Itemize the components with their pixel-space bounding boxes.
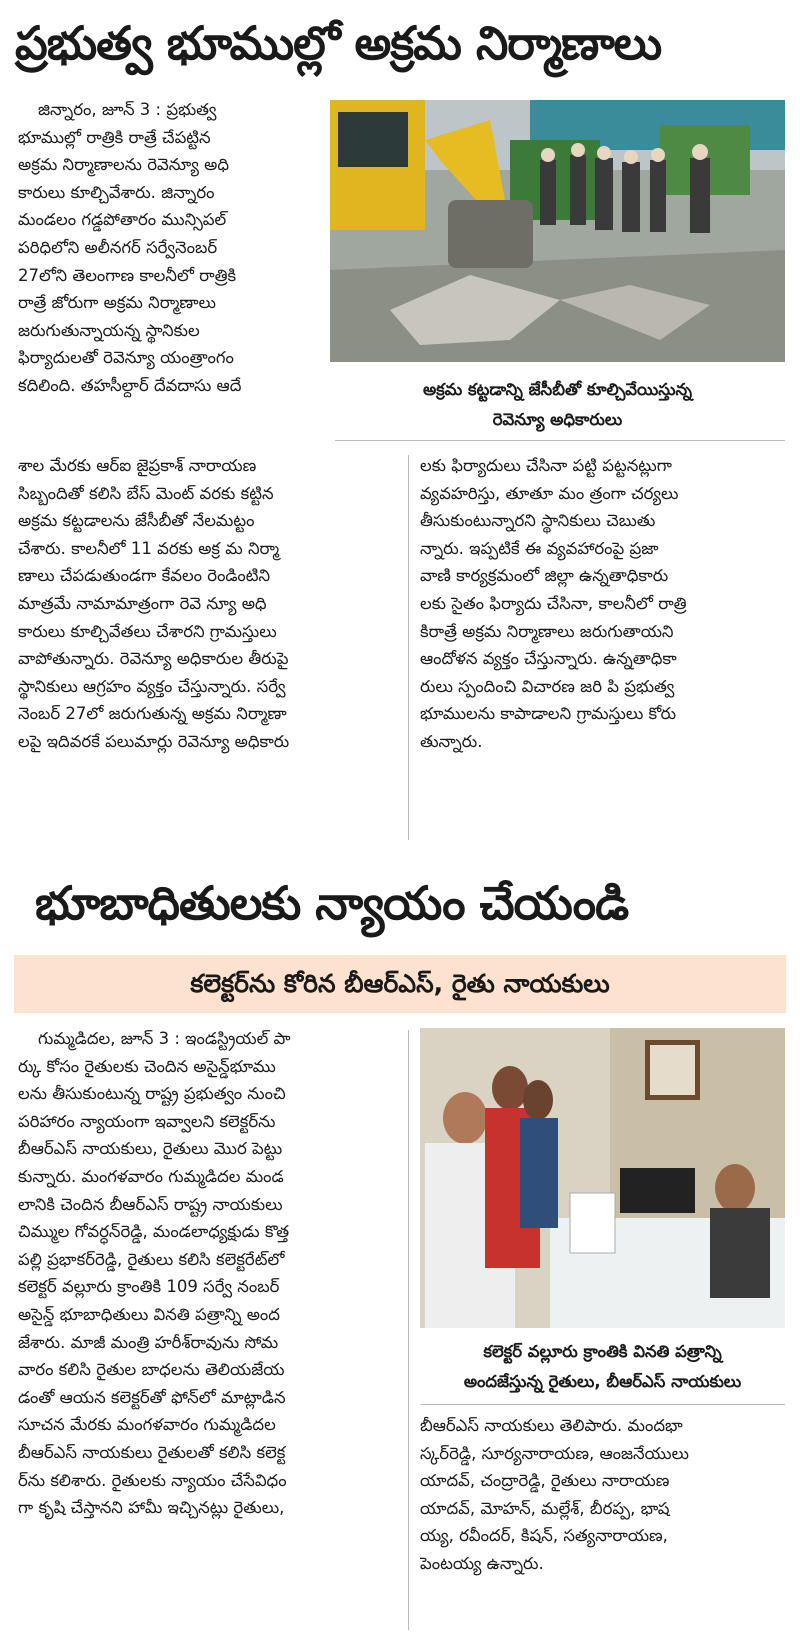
text-line: య్య, రవీందర్, కిషన్, సత్యనారాయణ, [420,1526,668,1546]
caption-line: అక్రమ కట్టడాన్ని జేసీబీతో కూల్చివేయిస్తున్న [422,380,692,399]
text-line: ఫిర్యాదులతో రెవెన్యూ యంత్రాంగం [18,348,234,368]
story2-subheadline: కలెక్టర్‌ను కోరిన బీఆర్ఎస్, రైతు నాయకులు [14,955,786,1013]
caption-divider [420,1404,785,1405]
text-line: బీఆర్ఎస్ నాయకులు రైతులతో కలిసి కలెక్ట [18,1442,286,1462]
collector-petition-photo [420,1028,785,1328]
text-line: వాణి కార్యక్రమంలో జిల్లా ఉన్నతాధికారు [420,566,669,586]
caption-line: అందజేస్తున్న రైతులు, బీఆర్ఎస్ నాయకులు [463,1372,742,1391]
text-line: లానికి చెందిన బీఆర్ఎస్ రాష్ట్ర నాయకులు [18,1194,283,1214]
text-line: కదిలింది. తహసీల్దార్ దేవదాసు ఆదే [18,375,242,395]
text-line: లకు సైతం ఫిర్యాదు చేసినా, కాలనీలో రాత్రి [420,593,687,613]
story2-column1 [18,1025,398,1522]
text-line: మండలం గడ్డపోతారం మున్సిపల్ [18,210,227,230]
text-line: స్థానికులు ఆగ్రహం వ్యక్తం చేస్తున్నారు. సర్వే [18,676,286,696]
text-line: ర్కు కోసం రైతులకు చెందిన అసైన్డ్‌భూము [18,1056,276,1076]
text-line: స్కర్‌రెడ్డి, సూర్యనారాయణ, ఆంజనేయులు [420,1443,689,1463]
text-line: తీసుకుంటున్నారని స్థానికులు చెబుతు [420,511,656,531]
text-line: భూముల్లో రాత్రికి రాత్రే చేపట్టిన [18,127,211,147]
text-line: కారులు కూల్చివేతలు చేశారని గ్రామస్తులు [18,621,277,641]
text-line: జిన్నారం, జూన్ 3 : ప్రభుత్వ [38,100,217,119]
text-line: కున్నారు. మంగళవారం గుమ్మడిదల మండ [18,1166,284,1186]
text-line: నెంబర్ 27లో జరుగుతున్న అక్రమ నిర్మాణా [18,704,287,724]
text-line: ఆందోళన వ్యక్తం చేస్తున్నారు. ఉన్నతాధికా [420,649,677,669]
text-line: కారులు కూల్చివేశారు. జిన్నారం [18,182,215,202]
text-line: బీఆర్ఎస్ నాయకులు, రైతులు మొర పెట్టు [18,1139,283,1159]
text-line: సూచన మేరకు మంగళవారం గుమ్మడిదల [18,1415,276,1435]
text-line: వ్యవహరిస్తు, తూతూ మం త్రంగా చర్యలు [420,483,679,503]
text-line: చిమ్ముల గోవర్ధన్‌రెడ్డి, మండలాధ్యక్షుడు కొత్త [18,1222,290,1242]
story1-headline: ప్రభుత్వ భూముల్లో అక్రమ నిర్మాణాలు [15,16,662,70]
story1-column2 [420,452,785,756]
text-line: పరిహారం న్యాయంగా ఇవ్వాలని కలెక్టర్‌ను [18,1111,276,1131]
text-line: జేశారు. మాజీ మంత్రి హరీశ్‌రావును సోమ [18,1332,279,1352]
text-line: లను తీసుకుంటున్న రాష్ట్ర ప్రభుత్వం నుంచి [18,1084,286,1104]
text-line: అక్రమ కట్టడాలను జేసీబీతో నేలమట్టం [18,511,255,531]
text-line: చేశారు. కాలనీలో 11 వరకు అక్ర మ నిర్మా [18,538,280,558]
text-line: ణాలు చేపడుతుండగా కేవలం రెండింటిని [18,566,271,586]
text-line: భూములను కాపాడాలని గ్రామస్తులు కోరు [420,704,677,724]
text-line: పరిధిలోని అలీనగర్ సర్వేనెంబర్ [18,237,218,257]
photo1-caption [330,375,785,435]
text-line: 27లోని తెలంగాణ కాలనీలో రాత్రికి [18,265,237,285]
text-line: న్నారు. ఇప్పటికే ఈ వ్యవహారంపై ప్రజా [420,538,659,558]
text-line: ర్‌ను కలిశారు. రైతులకు న్యాయం చేసేవిధం [18,1470,287,1490]
text-line: వారం కలిసి రైతుల బాధలను తెలియజేయ [18,1360,285,1380]
text-line: రులు స్పందించి విచారణ జరి పి ప్రభుత్వ [420,676,675,696]
text-line: జరుగుతున్నాయన్న స్థానికుల [18,320,200,340]
text-line: బీఆర్ఎస్ నాయకులు తెలిపారు. మందభా [420,1416,683,1435]
column-divider [408,1030,409,1630]
text-line: వాపోతున్నారు. రెవెన్యూ అధికారుల తీరుపై [18,649,289,669]
story1-column1-top [18,96,318,400]
text-line: రాత్రే జోరుగా అక్రమ నిర్మాణాలు [18,293,216,313]
text-line: అక్రమ నిర్మాణాలను రెవెన్యూ అధి [18,155,229,175]
text-line: అసైన్డ్ భూబాధితులు వినతి పత్రాన్ని అంద [18,1304,280,1324]
story2-column2 [420,1412,785,1578]
column-divider [408,455,409,840]
text-line: గా కృషి చేస్తానని హామీ ఇచ్చినట్లు రైతులు, [18,1498,285,1518]
caption-line: కలెక్టర్ వల్లూరు క్రాంతికి వినతి పత్రాన్ని [483,1342,722,1361]
caption-divider [335,440,785,441]
text-line: డంతో ఆయన కలెక్టర్‌తో ఫోన్‌లో మాట్లాడిన [18,1387,286,1407]
text-line: పెంటయ్య ఉన్నారు. [420,1553,544,1573]
text-line: లకు ఫిర్యాదులు చేసినా పట్టి పట్టనట్లుగా [420,456,672,475]
caption-line: రెవెన్యూ అధికారులు [492,410,623,429]
text-line: కలెక్టర్ వల్లూరు క్రాంతికి 109 సర్వే నంబర్ [18,1277,280,1297]
text-line: లపై ఇదివరకే పలుమార్లు రెవెన్యూ అధికారు [18,731,290,751]
excavator-demolition-photo [330,100,785,362]
text-line: మాత్రమే నామామాత్రంగా రెవె న్యూ అధి [18,593,267,613]
photo2-caption [420,1337,785,1397]
text-line: గుమ్మడిదల, జూన్ 3 : ఇండస్ట్రియల్ పా [38,1029,291,1048]
text-line: యాదవ్, చంద్రారెడ్డి, రైతులు నారాయణ [420,1471,670,1491]
story1-column1-bottom [18,452,398,756]
text-line: పల్లి ప్రభాకర్‌రెడ్డి, రైతులు కలిసి కలెక్టరేట్‌లో [18,1249,285,1269]
text-line: సిబ్బందితో కలిసి బేస్ మెంట్ వరకు కట్టిన [18,483,274,503]
text-line: యాదవ్, మోహన్, మల్లేశ్, బీరప్ప, భాష [420,1498,670,1518]
text-line: కిరాత్రే అక్రమ నిర్మాణాలు జరుగుతాయని [420,621,674,641]
story2-headline: భూబాధితులకు న్యాయం చేయండి [35,876,629,930]
text-line: శాల మేరకు ఆర్ఐ జైప్రకాశ్ నారాయణ [18,456,257,475]
text-line: తున్నారు. [420,731,483,751]
